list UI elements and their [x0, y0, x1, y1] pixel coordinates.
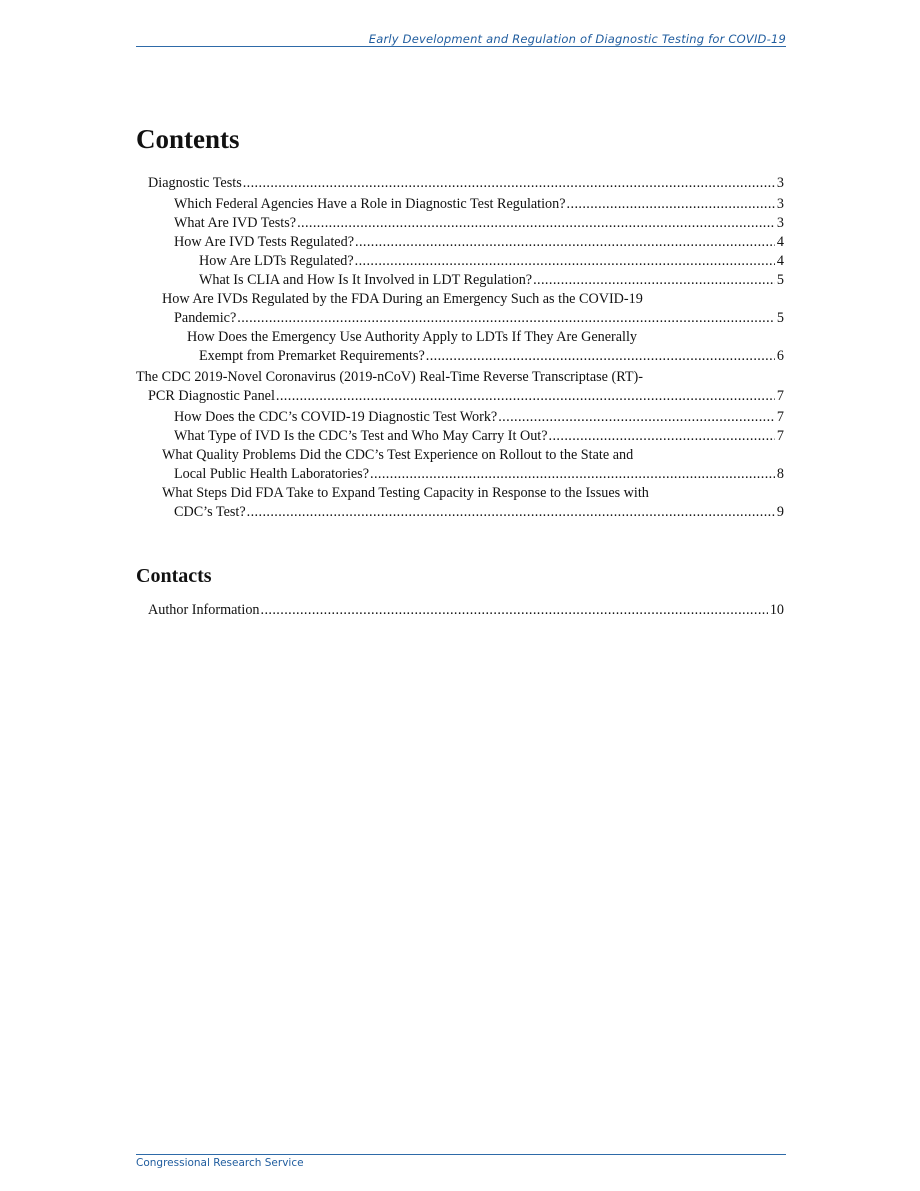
toc-entry-label-line: What Steps Did FDA Take to Expand Testing Capacity in Response to the Issues with	[162, 485, 649, 501]
toc-entry-label: Local Public Health Laboratories?	[174, 466, 370, 482]
toc-entry-ivd-regulated[interactable]	[136, 233, 784, 252]
toc-entry-label: What Are IVD Tests?	[174, 215, 297, 231]
toc-entry-label-line: What Quality Problems Did the CDC’s Test Experience on Rollout to the State and	[162, 447, 634, 463]
toc-entry-label: CDC’s Test?	[174, 504, 246, 520]
toc-entry-cdc-panel[interactable]	[136, 368, 784, 406]
toc-page-number: 3	[776, 175, 784, 191]
footer-divider	[136, 1154, 786, 1155]
dot-leader	[533, 271, 775, 290]
toc-entry-clia[interactable]	[136, 271, 784, 290]
dot-leader	[247, 503, 775, 522]
toc-entry-label-line: The CDC 2019-Novel Coronavirus (2019-nCoV) Real-Time Reverse Transcriptase (RT)-	[136, 369, 643, 385]
toc-entry-label: How Are IVD Tests Regulated?	[174, 234, 354, 250]
toc-entry-label: Exempt from Premarket Requirements?	[199, 348, 425, 364]
toc-page-number: 7	[776, 409, 784, 425]
header-divider	[136, 46, 786, 47]
toc-entry-label-line: How Are IVDs Regulated by the FDA During an Emergency Such as the COVID-19	[162, 291, 643, 307]
dot-leader	[355, 233, 775, 252]
toc-page-number: 10	[769, 602, 784, 618]
toc-page-number: 7	[776, 428, 784, 444]
toc-entry-quality-problems[interactable]	[136, 446, 784, 484]
running-footer: Congressional Research Service	[136, 1157, 304, 1169]
toc-page-number: 6	[776, 348, 784, 364]
toc-entry-ivd-type[interactable]	[136, 427, 784, 446]
running-header: Early Development and Regulation of Diagnostic Testing for COVID-19	[368, 32, 786, 46]
contacts-heading: Contacts	[136, 565, 212, 587]
dot-leader	[237, 309, 775, 328]
dot-leader	[261, 601, 768, 620]
toc-entry-label: How Does the CDC’s COVID-19 Diagnostic Test Work?	[174, 409, 498, 425]
dot-leader	[549, 427, 775, 446]
toc-page-number: 7	[776, 388, 784, 404]
toc-entry-emergency-use-ldts[interactable]	[136, 328, 784, 366]
dot-leader	[276, 387, 775, 406]
dot-leader	[567, 195, 775, 214]
toc-page-number: 9	[776, 504, 784, 520]
toc-entry-ivds-emergency[interactable]	[136, 290, 784, 328]
dot-leader	[370, 465, 775, 484]
toc-entry-author-information[interactable]	[136, 601, 784, 620]
dot-leader	[426, 347, 775, 366]
toc-page-number: 4	[776, 234, 784, 250]
toc-entry-label: Author Information	[148, 602, 260, 618]
contacts-list	[136, 601, 784, 620]
toc-entry-label: What Type of IVD Is the CDC’s Test and Who May Carry It Out?	[174, 428, 548, 444]
toc-entry-label: Diagnostic Tests	[148, 175, 242, 191]
toc-entry-label: PCR Diagnostic Panel	[148, 388, 275, 404]
toc-entry-federal-agencies[interactable]	[136, 195, 784, 214]
toc-entry-cdc-test-work[interactable]	[136, 408, 784, 427]
toc-entry-fda-steps[interactable]	[136, 484, 784, 522]
toc-page-number: 3	[776, 215, 784, 231]
toc-entry-label: How Are LDTs Regulated?	[199, 253, 354, 269]
contents-list	[136, 174, 784, 522]
toc-entry-label: Which Federal Agencies Have a Role in Diagnostic Test Regulation?	[174, 196, 566, 212]
dot-leader	[355, 252, 775, 271]
toc-entry-ivd-tests[interactable]	[136, 214, 784, 233]
toc-page-number: 3	[776, 196, 784, 212]
toc-page-number: 8	[776, 466, 784, 482]
toc-entry-diagnostic-tests[interactable]	[136, 174, 784, 193]
contents-heading: Contents	[136, 124, 240, 154]
toc-entry-ldts-regulated[interactable]	[136, 252, 784, 271]
toc-entry-label-line: How Does the Emergency Use Authority Apply to LDTs If They Are Generally	[187, 329, 638, 345]
toc-page-number: 5	[776, 310, 784, 326]
toc-page-number: 4	[776, 253, 784, 269]
dot-leader	[243, 174, 775, 193]
toc-page-number: 5	[776, 272, 784, 288]
dot-leader	[297, 214, 775, 233]
toc-entry-label: Pandemic?	[174, 310, 237, 326]
dot-leader	[498, 408, 775, 427]
toc-entry-label: What Is CLIA and How Is It Involved in LDT Regulation?	[199, 272, 533, 288]
